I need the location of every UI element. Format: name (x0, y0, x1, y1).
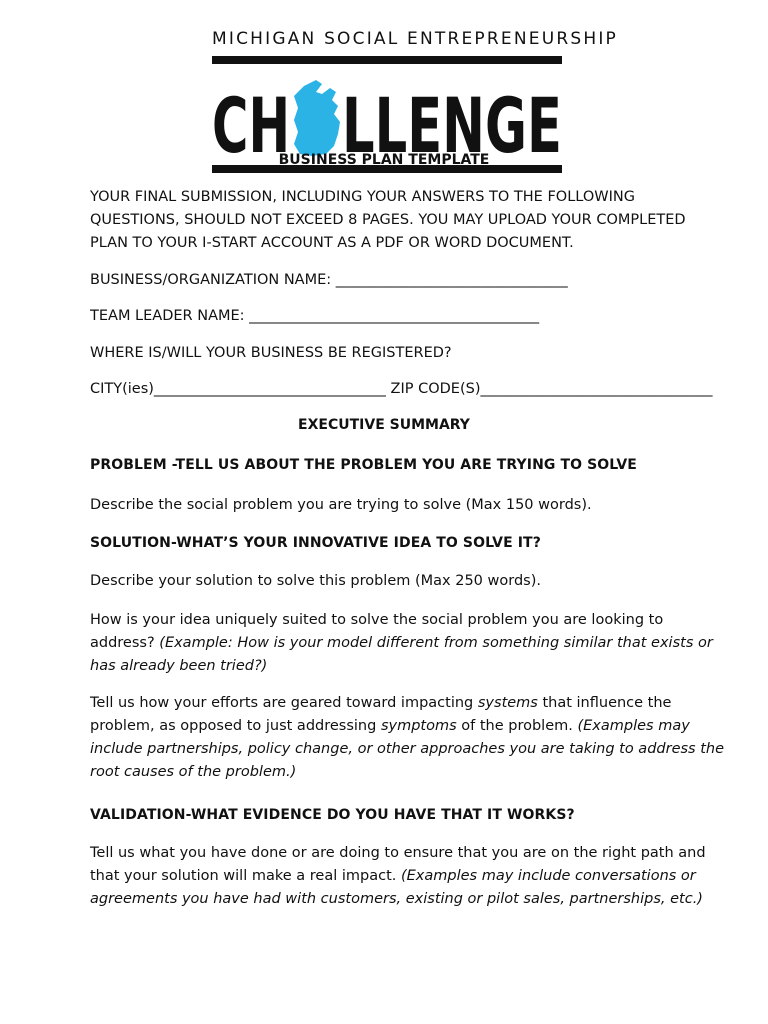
validation-line-2 (90, 865, 696, 889)
problem-text: Describe the social problem you are trying to solve (Max 150 words). (90, 497, 592, 513)
systems-line-4: root causes of the problem.) (90, 764, 297, 780)
systems-line-1 (90, 692, 690, 716)
solution-heading: SOLUTION-WHAT’S YOUR INNOVATIVE IDEA TO SOLVE IT? (90, 535, 541, 551)
systems-line-1-tail: that influence the (537, 695, 672, 711)
michigan-map-icon (294, 80, 340, 156)
unique-line-2 (90, 632, 713, 656)
solution-text: Describe your solution to solve this problem (Max 250 words). (90, 573, 541, 589)
systems-word: systems (477, 695, 538, 711)
symptoms-word: symptoms (380, 718, 457, 734)
problem-heading: PROBLEM -TELL US ABOUT THE PROBLEM YOU ARE TRYING TO SOLVE (90, 457, 637, 473)
document-title: BUSINESS PLAN TEMPLATE (278, 152, 490, 168)
systems-line-2 (90, 715, 690, 739)
unique-line-2-lead: address? (90, 635, 160, 651)
executive-summary-heading: EXECUTIVE SUMMARY (298, 417, 470, 433)
logo-top-text: MICHIGAN SOCIAL ENTREPRENEURSHIP (212, 29, 618, 49)
team-leader-field: TEAM LEADER NAME: ________________________________________ (90, 308, 540, 324)
systems-line-3: include partnerships, policy change, or other approaches you are taking to address the (90, 741, 724, 757)
systems-line-2-lead: problem, as opposed to just addressing (90, 718, 381, 734)
logo-word-left: CH (212, 81, 290, 164)
logo-word-right: LLENGE (342, 81, 562, 164)
validation-line-2-lead: that your solution will make a real impact. (90, 868, 401, 884)
intro-line-1: YOUR FINAL SUBMISSION, INCLUDING YOUR ANSWERS TO THE FOLLOWING (90, 189, 635, 205)
logo-top-bar (212, 56, 562, 64)
intro-line-2: QUESTIONS, SHOULD NOT EXCEED 8 PAGES. YOU MAY UPLOAD YOUR COMPLETED (90, 212, 686, 228)
unique-example: (Example: How is your model different from something similar that exists or (159, 635, 713, 651)
systems-line-2-mid: of the problem. (456, 718, 578, 734)
registered-question: WHERE IS/WILL YOUR BUSINESS BE REGISTERED? (90, 345, 452, 361)
intro-line-3: PLAN TO YOUR I-START ACCOUNT AS A PDF OR WORD DOCUMENT. (90, 235, 574, 251)
validation-heading: VALIDATION-WHAT EVIDENCE DO YOU HAVE THAT IT WORKS? (90, 807, 575, 823)
systems-line-1-lead: Tell us how your efforts are geared toward impacting (90, 695, 478, 711)
systems-example-start: (Examples may (577, 718, 690, 734)
validation-line-1: Tell us what you have done or are doing to ensure that you are on the right path and (90, 845, 706, 861)
unique-line-1: How is your idea uniquely suited to solve the social problem you are looking to (90, 612, 664, 628)
city-zip-field: CITY(ies)________________________________ ZIP CODE(S)________________________________ (90, 381, 713, 397)
validation-line-3: agreements you have had with customers, existing or pilot sales, partnerships, etc.) (90, 891, 703, 907)
unique-line-3: has already been tried?) (90, 658, 268, 674)
business-name-field: BUSINESS/ORGANIZATION NAME: ________________________________ (90, 272, 568, 288)
validation-example-start: (Examples may include conversations or (400, 868, 696, 884)
